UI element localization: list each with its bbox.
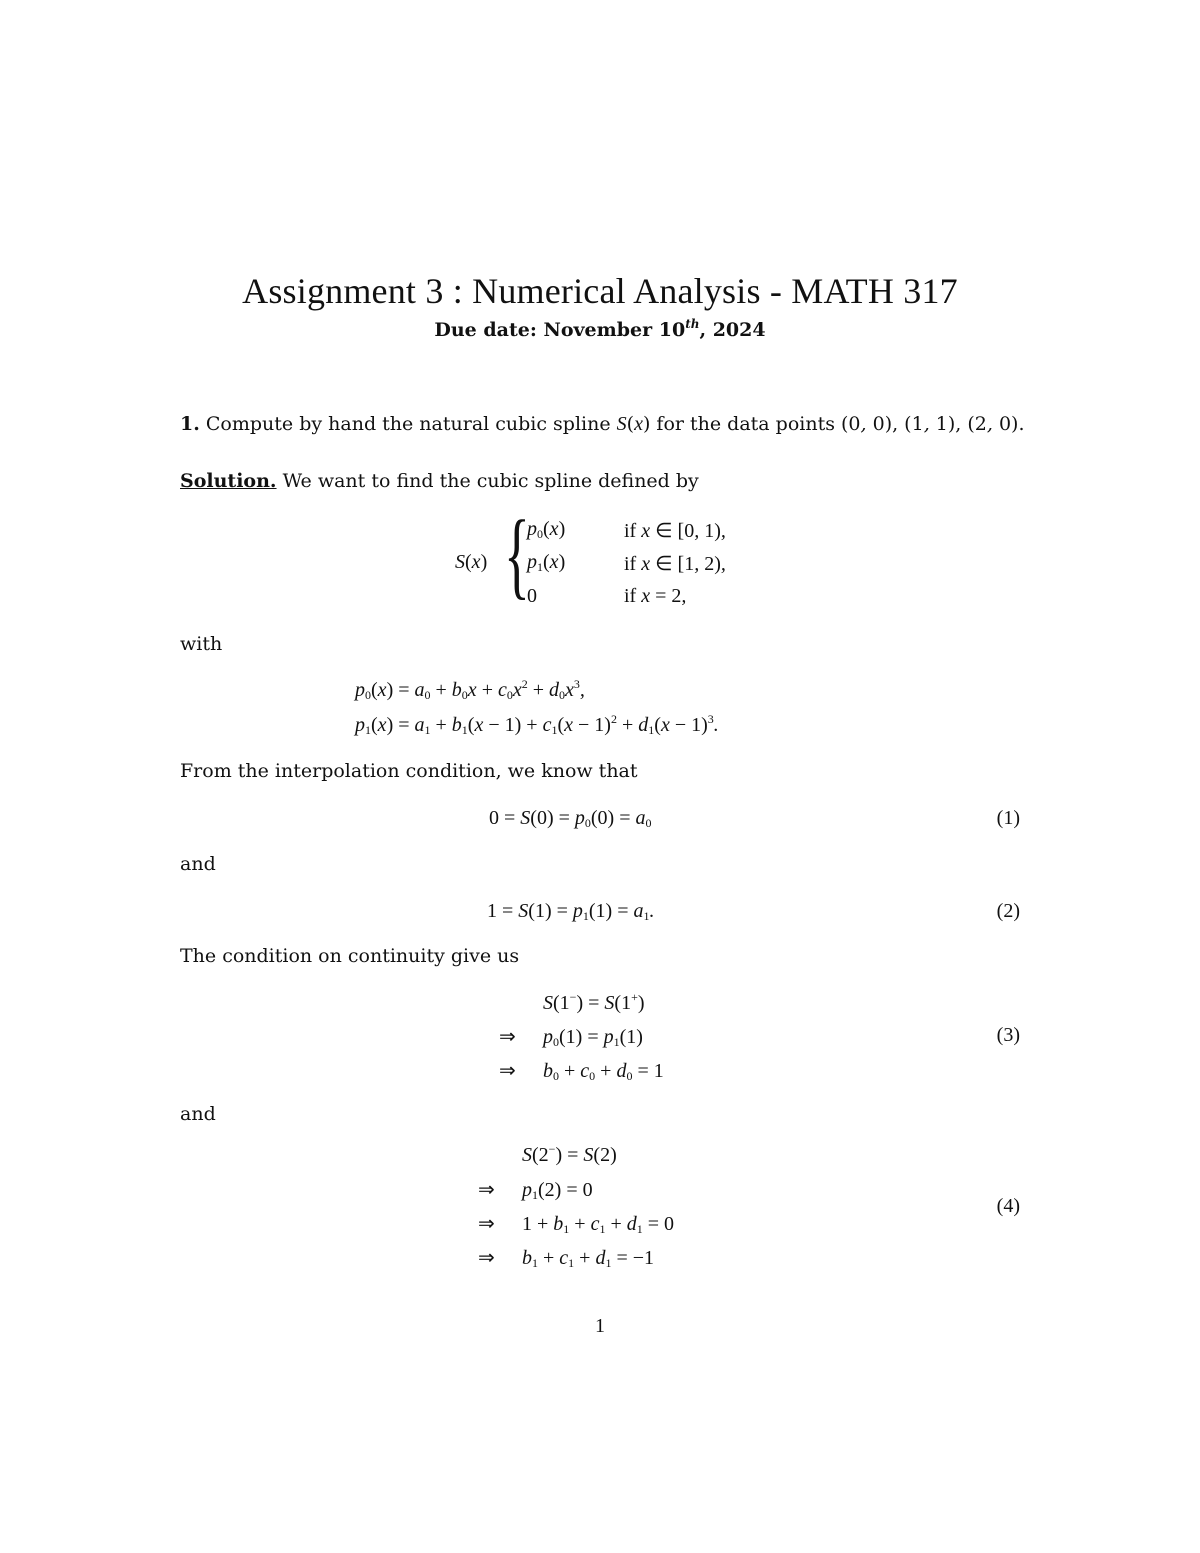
equation-3-line-2: ⇒ $p_0(1) = p_1(1)$	[499, 1026, 643, 1049]
solution-intro: Solution. We want to find the cubic spline defined by	[180, 470, 699, 492]
equation-4-line-3: ⇒ $1 + b_1 + c_1 + d_1 = 0$	[478, 1213, 675, 1236]
equation-4-line-4: ⇒ $b_1 + c_1 + d_1 = -1$	[478, 1247, 655, 1270]
case-expr-0: $p_0(x)$	[527, 518, 566, 541]
equation-1: $0 = S(0) = p_0(0) = a_0$	[489, 807, 652, 830]
left-brace: {	[504, 501, 530, 609]
piecewise-lhs: S(x)	[455, 551, 488, 573]
problem-statement	[180, 413, 1025, 436]
equation-number-2: (2)	[996, 900, 1020, 922]
equation-number-1: (1)	[996, 807, 1020, 829]
page-number: 1	[595, 1315, 605, 1337]
p1-definition: $p_1(x) = a_1 + b_1(x - 1) + c_1(x - 1)^2 + d_1(x - 1)^3$.	[355, 712, 719, 737]
p0-definition: $p_0(x) = a_0 + b_0x + c_0x^2 + d_0x^3$,	[355, 677, 585, 702]
equation-number-4: (4)	[996, 1195, 1020, 1217]
equation-4-line-2: ⇒ $p_1(2) = 0$	[478, 1179, 593, 1202]
interp-intro: From the interpolation condition, we know that	[180, 760, 638, 782]
case-expr-2: 0	[527, 585, 537, 607]
continuity-intro: The condition on continuity give us	[180, 945, 520, 967]
and-text-2: and	[180, 1103, 216, 1125]
equation-3-line-3: ⇒ $b_0 + c_0 + d_0 = 1$	[499, 1060, 664, 1083]
equation-2: $1 = S(1) = p_1(1) = a_1$.	[487, 900, 655, 923]
equation-number-3: (3)	[996, 1024, 1020, 1046]
case-expr-1: $p_1(x)$	[527, 551, 566, 574]
case-cond-1: if x ∈ [1, 2),	[624, 553, 726, 575]
with-text: with	[180, 633, 223, 655]
equation-3-line-1: S(1−) = S(1+)	[543, 990, 645, 1014]
page-title: Assignment 3 : Numerical Analysis - MATH 317	[242, 271, 958, 311]
problem-number: 1.	[180, 413, 200, 435]
and-text-1: and	[180, 853, 216, 875]
case-cond-0: if x ∈ [0, 1),	[624, 520, 726, 542]
equation-4-line-1: S(2−) = S(2)	[522, 1142, 617, 1166]
due-date: Due date: November 10th, 2024	[434, 317, 766, 341]
solution-label: Solution.	[180, 470, 277, 492]
case-cond-2: if x = 2,	[624, 585, 687, 607]
problem-text: Compute by hand the natural cubic spline S(x) for the data points (0, 0), (1, 1), (2, 0).	[205, 413, 1025, 435]
